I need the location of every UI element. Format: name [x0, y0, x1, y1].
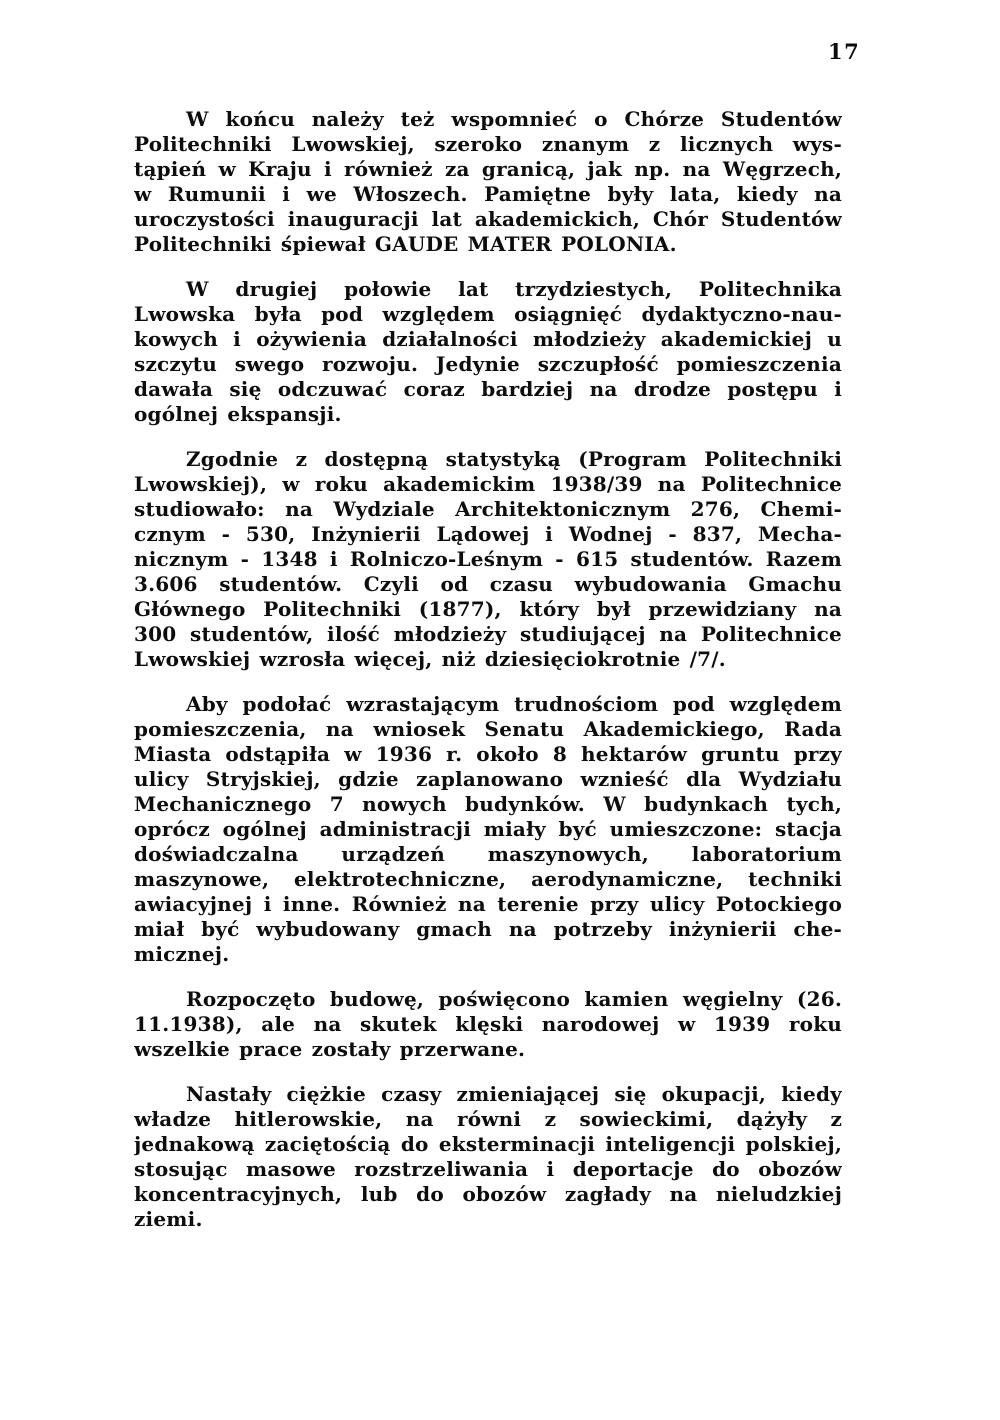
text-line: Miasta odstąpiła w 1936 r. około 8 hektarów gruntu przy — [134, 742, 842, 766]
text-line: ogólnej ekspansji. — [134, 402, 342, 426]
paragraph — [134, 987, 842, 1062]
text-line: Politechniki Lwowskiej, szeroko znanym z licznych wys- — [134, 132, 842, 156]
text-line: Lwowska była pod względem osiągnięć dydaktyczno-nau- — [134, 302, 842, 326]
paragraph — [134, 277, 842, 427]
text-line: Politechniki śpiewał GAUDE MATER POLONIA. — [134, 232, 677, 256]
text-line: Głównego Politechniki (1877), który był przewidziany na — [134, 597, 842, 621]
text-line: micznej. — [134, 942, 230, 966]
paragraph — [134, 1082, 842, 1232]
text-line: ziemi. — [134, 1207, 203, 1231]
text-line: kowych i ożywienia działalności młodzieży akademickiej u — [134, 327, 842, 351]
text-line: doświadczalna urządzeń maszynowych, laboratorium — [134, 842, 842, 866]
text-line: władze hitlerowskie, na równi z sowieckimi, dążyły z — [134, 1107, 842, 1131]
text-line: dawała się odczuwać coraz bardziej na drodze postępu i — [134, 377, 842, 401]
paragraph — [134, 447, 842, 672]
text-line: 11.1938), ale na skutek klęski narodowej w 1939 roku — [134, 1012, 842, 1036]
text-line: stosując masowe rozstrzeliwania i deportacje do obozów — [134, 1157, 842, 1181]
text-line: Aby podołać wzrastającym trudnościom pod względem — [186, 692, 842, 716]
text-line: pomieszczenia, na wniosek Senatu Akademickiego, Rada — [134, 717, 842, 741]
text-line: 300 studentów, ilość młodzieży studiującej na Politechnice — [134, 622, 842, 646]
text-line: uroczystości inauguracji lat akademickich, Chór Studentów — [134, 207, 842, 231]
text-line: Lwowskiej), w roku akademickim 1938/39 na Politechnice — [134, 472, 842, 496]
text-line: jednakową zaciętością do eksterminacji inteligencji polskiej, — [134, 1132, 842, 1156]
text-line: maszynowe, elektrotechniczne, aerodynamiczne, techniki — [134, 867, 842, 891]
text-line: miał być wybudowany gmach na potrzeby inżynierii che- — [134, 917, 842, 941]
paragraph — [134, 107, 842, 257]
paragraph — [134, 692, 842, 967]
text-line: Lwowskiej wzrosła więcej, niż dziesięciokrotnie /7/. — [134, 647, 726, 671]
text-line: W końcu należy też wspomnieć o Chórze Studentów — [186, 107, 842, 131]
text-line: studiowało: na Wydziale Architektonicznym 276, Chemi- — [134, 497, 842, 521]
text-line: szczytu swego rozwoju. Jedynie szczupłość pomieszczenia — [134, 352, 842, 376]
text-line: cznym - 530, Inżynierii Lądowej i Wodnej - 837, Mecha- — [134, 522, 842, 546]
text-line: Mechanicznego 7 nowych budynków. W budynkach tych, — [134, 792, 842, 816]
text-line: awiacyjnej i inne. Również na terenie przy ulicy Potockiego — [134, 892, 842, 916]
text-line: wszelkie prace zostały przerwane. — [134, 1037, 526, 1061]
text-line: 3.606 studentów. Czyli od czasu wybudowania Gmachu — [134, 572, 842, 596]
page-number: 17 — [828, 39, 861, 64]
text-line: tąpień w Kraju i również za granicą, jak np. na Węgrzech, — [134, 157, 842, 181]
text-line: W drugiej połowie lat trzydziestych, Politechnika — [186, 277, 842, 301]
text-line: w Rumunii i we Włoszech. Pamiętne były lata, kiedy na — [134, 182, 842, 206]
text-line: nicznym - 1348 i Rolniczo-Leśnym - 615 studentów. Razem — [134, 547, 842, 571]
text-block — [134, 107, 842, 1252]
text-line: Nastały ciężkie czasy zmieniającej się okupacji, kiedy — [186, 1082, 842, 1106]
text-line: Rozpoczęto budowę, poświęcono kamien węgielny (26. — [186, 987, 842, 1011]
text-line: koncentracyjnych, lub do obozów zagłady na nieludzkiej — [134, 1182, 842, 1206]
text-line: Zgodnie z dostępną statystyką (Program Politechniki — [186, 447, 842, 471]
text-line: oprócz ogólnej administracji miały być umieszczone: stacja — [134, 817, 842, 841]
text-line: ulicy Stryjskiej, gdzie zaplanowano wznieść dla Wydziału — [134, 767, 842, 791]
